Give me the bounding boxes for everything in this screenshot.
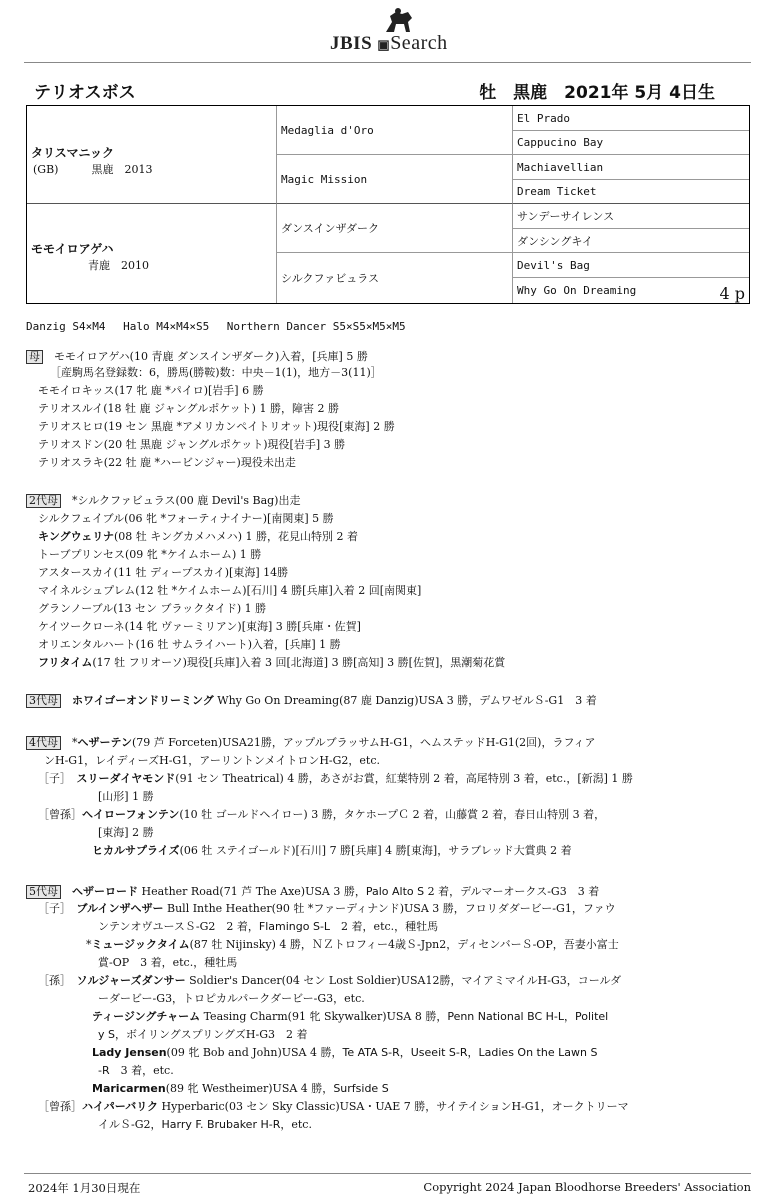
family-line	[98, 1028, 308, 1041]
family-line	[38, 456, 296, 469]
family-text	[61, 885, 72, 898]
horse-name-link[interactable]: キングウェリナ	[38, 530, 115, 543]
family-text: (91 セン Theatrical) 4 勝，あさがお賞，紅葉特別 2 着，高尾特別 3 着，etc.，[新潟] 1 勝	[175, 772, 633, 785]
family-text: ［曾孫］	[38, 808, 82, 821]
horse-name-link[interactable]: ヘザーロード	[72, 885, 138, 898]
family-text: *シルクファビュラス(00 鹿 Devil's Bag)出走	[61, 494, 301, 507]
family-text: y S	[98, 1028, 115, 1041]
pedigree-g3-cell[interactable]: Cappucino Bay	[512, 131, 749, 155]
family-text: グランノーブル(13 セン ブラックタイド) 1 勝	[38, 602, 267, 615]
family-text: マイネルシュプレム(12 牡 *ケイムホーム)[石川] 4 勝[兵庫]入着 2 回[南関東]	[38, 584, 422, 597]
family-line	[38, 566, 288, 579]
family-line	[98, 826, 154, 839]
family-line	[92, 1082, 389, 1095]
generation-tag: 4代母	[26, 736, 61, 750]
family-text: Bull Inthe Heather(90 牡 *ファーディナンド)USA 3 勝，フロリダダービー-G1，ファウ	[163, 902, 616, 915]
pedigree-g2-cell[interactable]: シルクファビュラス	[276, 253, 512, 303]
pedigree-sire-name[interactable]: タリスマニック	[31, 146, 115, 160]
horse-name-link[interactable]: ミュージックタイム	[91, 938, 190, 951]
pedigree-sire-detail: (GB) 黒鹿 2013	[33, 163, 153, 176]
family-text	[61, 694, 72, 707]
logo-text-jbis: JBIS	[330, 33, 373, 54]
family-text: ，etc.	[280, 1118, 312, 1131]
family-text: Penn National BC H-L，Politel	[447, 1010, 609, 1023]
horse-name-link[interactable]: ホワイゴーオンドリーミング	[72, 694, 214, 707]
family-line	[38, 548, 261, 561]
family-text: ンテンオヴユースＳ-G2 2 着，	[98, 920, 259, 933]
family-text: テリオスラキ(22 牡 鹿 *ハービンジャー)現役未出走	[38, 456, 296, 469]
copyright: Copyright 2024 Japan Bloodhorse Breeders' Association	[423, 1180, 751, 1194]
family-text: *	[86, 938, 92, 951]
family-text: ，ボイリングスプリングズH-G3 2 着	[115, 1028, 308, 1041]
family-line	[98, 1064, 174, 1077]
family-text: Surfside S	[333, 1082, 389, 1095]
family-text: ーダービー-G3，トロピカルパークダービー-G3，etc.	[98, 992, 365, 1005]
family-line	[38, 974, 621, 987]
pedigree-g3-cell[interactable]: Dream Ticket	[512, 180, 749, 204]
family-text: ケイツークローネ(14 牝 ヴァーミリアン)[東海] 3 勝[兵庫・佐賀]	[38, 620, 361, 633]
generation-tag: 5代母	[26, 885, 61, 899]
family-text: モモイロキッス(17 牝 鹿 *パイロ)[岩手] 6 勝	[38, 384, 264, 397]
family-text: ［子］	[38, 772, 77, 785]
family-line	[44, 754, 380, 767]
family-text: Why Go On Dreaming(87 鹿 Danzig)USA 3 勝，デムワゼルＳ-G1 3 着	[213, 694, 597, 707]
family-text: (09 牝 Bob and John)USA 4 勝，	[166, 1046, 343, 1059]
family-line	[38, 656, 505, 669]
horse-name-link[interactable]: ヘイローフォンテン	[82, 808, 180, 821]
family-text: (89 牝 Westheimer)USA 4 勝，	[165, 1082, 334, 1095]
family-line	[38, 402, 339, 415]
pedigree-sire-cell	[27, 106, 276, 204]
family-text: ンH-G1，レイディーズH-G1，アーリントンメイトロンH-G2，etc.	[44, 754, 381, 767]
family-text: (08 牡 キングカメハメハ) 1 勝，花見山特別 2 着	[114, 530, 359, 543]
family-text: ［子］	[38, 902, 77, 915]
pedigree-g3-name[interactable]: Why Go On Dreaming	[517, 284, 637, 297]
family-text: アスタースカイ(11 牡 ディープスカイ)[東海] 14勝	[38, 566, 289, 579]
family-line	[98, 956, 237, 969]
family-text: Palo Alto S	[365, 885, 425, 898]
family-heading-line	[26, 736, 596, 750]
family-text: 2 着，etc.，種牡馬	[330, 920, 439, 933]
family-line	[50, 366, 382, 379]
family-line	[38, 902, 616, 915]
horse-name-link[interactable]: Maricarmen	[92, 1082, 166, 1095]
jbis-logo[interactable]: JBIS ▣Search	[330, 8, 460, 56]
horse-name-link[interactable]: Lady Jensen	[92, 1046, 167, 1059]
horse-name-link[interactable]: ブルインザヘザー	[76, 902, 164, 915]
family-text: イルＳ-G2，	[98, 1118, 162, 1131]
family-line	[38, 620, 361, 633]
family-line	[38, 602, 266, 615]
generation-tag: 2代母	[26, 494, 61, 508]
horse-rider-icon	[378, 8, 418, 34]
family-text: ［曾孫］	[38, 1100, 82, 1113]
horse-info: 牡 黒鹿 2021年 5月 4日生	[479, 83, 715, 103]
generation-tag: 母	[26, 350, 43, 364]
as-of-date: 2024年 1月30日現在	[28, 1181, 141, 1195]
family-text: (17 牡 フリオーソ)現役[兵庫]入着 3 回[北海道] 3 勝[高知] 3 勝[佐賀]，黒潮菊花賞	[92, 656, 506, 669]
family-text: (06 牡 ステイゴールド)[石川] 7 勝[兵庫] 4 勝[東海]，サラブレッド大賞典 2 着	[179, 844, 572, 857]
family-text: テリオスルイ(18 牡 鹿 ジャングルポケット) 1 勝，障害 2 勝	[38, 402, 339, 415]
family-text: Heather Road(71 芦 The Axe)USA 3 勝，	[138, 885, 366, 898]
pedigree-g3-cell[interactable]: El Prado	[512, 106, 749, 131]
family-text: Flamingo S-L	[258, 920, 331, 933]
family-line	[38, 420, 395, 433]
horse-name: テリオスボス	[34, 83, 136, 103]
family-text: 2 着，デルマーオークス-G3 3 着	[424, 885, 600, 898]
family-line	[98, 992, 365, 1005]
horse-name-link[interactable]: ソルジャーズダンサー	[76, 974, 186, 987]
family-line	[38, 584, 421, 597]
family-text: モモイロアゲハ(10 青鹿 ダンスインザダーク)入着，[兵庫] 5 勝	[43, 350, 368, 363]
family-line	[38, 384, 264, 397]
pedigree-g2-cell[interactable]: Magic Mission	[276, 155, 512, 204]
family-line	[92, 1046, 597, 1059]
family-text: 3 着，etc.	[109, 1064, 174, 1077]
family-text: ［産駒馬名登録数：6，勝馬(勝鞍)数：中央－1(1)，地方－3(11)］	[50, 366, 382, 379]
family-text: *	[61, 736, 78, 749]
family-text: ［孫］	[38, 974, 77, 987]
logo-text-search: Search	[390, 32, 448, 54]
family-text: Harry F. Brubaker H-R	[161, 1118, 281, 1131]
family-text: (10 牡 ゴールドヘイロー) 3 勝，タケホープＣ 2 着，山藤賞 2 着，春日山特別 3 着，	[179, 808, 606, 821]
family-line	[38, 1100, 629, 1113]
family-line	[98, 1118, 312, 1131]
family-text: (87 牡 Nijinsky) 4 勝，ＮＺトロフィー4歳Ｓ-Jpn2，ディセンバーＳ-OP，吾妻小富士	[189, 938, 619, 951]
family-line	[38, 638, 341, 651]
family-line	[38, 808, 605, 821]
pedigree-dam-detail: 青鹿 2010	[33, 259, 149, 272]
family-text: 賞-OP 3 着，etc.，種牡馬	[98, 956, 238, 969]
family-text: オリエンタルハート(16 牡 サムライハート)入着，[兵庫] 1 勝	[38, 638, 341, 651]
family-text: Teasing Charm(91 牝 Skywalker)USA 8 勝，	[200, 1010, 448, 1023]
pedigree-g3-cell[interactable]: Machiavellian	[512, 155, 749, 180]
pedigree-g2-cell[interactable]: Medaglia d'Oro	[276, 106, 512, 155]
horse-name-link[interactable]: ティージングチャーム	[92, 1010, 201, 1023]
horse-name-link[interactable]: ヘザーテン	[77, 736, 132, 749]
pedigree-g3-cell	[512, 278, 749, 303]
pedigree-table	[26, 105, 750, 304]
family-line	[92, 844, 572, 857]
family-heading-line	[26, 885, 599, 899]
family-text: -R	[98, 1064, 110, 1077]
pedigree-g3-cell[interactable]: サンデーサイレンス	[512, 204, 749, 229]
family-line	[98, 790, 154, 803]
family-text: テリオスドン(20 牡 黒鹿 ジャングルポケット)現役[岩手] 3 勝	[38, 438, 346, 451]
family-heading-line	[26, 494, 300, 508]
family-text: トーブプリンセス(09 牝 *ケイムホーム) 1 勝	[38, 548, 262, 561]
family-text: Hyperbaric(03 セン Sky Classic)USA・UAE 7 勝，サイテイションH-G1，オークトリーマ	[158, 1100, 629, 1113]
family-heading-line	[26, 350, 368, 364]
family-text: [山形] 1 勝	[98, 790, 154, 803]
family-text: (79 芦 Forceten)USA21勝，アップルブラッサムH-G1，ヘムステッドH-G1(2回)，ラフィア	[131, 736, 596, 749]
horse-name-link[interactable]: ハイパーバリク	[82, 1100, 159, 1113]
family-text: テリオスヒロ(19 セン 黒鹿 *アメリカンペイトリオット)現役[東海] 2 勝	[38, 420, 395, 433]
family-text: Soldier's Dancer(04 セン Lost Soldier)USA12勝，マイアミマイルH-G3，コールダ	[185, 974, 622, 987]
family-line	[86, 938, 619, 951]
family-text: シルクフェイブル(06 牝 *フォーティナイナー)[南関東] 5 勝	[38, 512, 334, 525]
family-text: Te ATA S-R，Useeit S-R，Ladies On the Lawn S	[342, 1046, 598, 1059]
family-line	[38, 438, 345, 451]
pedigree-dam-name[interactable]: モモイロアゲハ	[31, 242, 114, 256]
family-line	[38, 530, 358, 543]
family-heading-line	[26, 694, 597, 708]
family-line	[92, 1010, 608, 1023]
footer-divider	[24, 1173, 751, 1174]
horse-name-link[interactable]: フリタイム	[38, 656, 93, 669]
pedigree-g2-cell[interactable]: ダンスインザダーク	[276, 204, 512, 253]
family-text: [東海] 2 勝	[98, 826, 154, 839]
pedigree-g3-cell[interactable]: ダンシングキイ	[512, 229, 749, 253]
page-number: 4 p	[719, 284, 745, 303]
horse-name-link[interactable]: ヒカルサプライズ	[92, 844, 180, 857]
inbreeding-summary: Danzig S4×M4 Halo M4×M4×S5 Northern Dancer S5×S5×M5×M5	[26, 320, 406, 333]
family-line	[38, 772, 633, 785]
pedigree-dam-cell	[27, 204, 276, 303]
family-line	[98, 920, 438, 933]
horse-name-link[interactable]: スリーダイヤモンド	[76, 772, 176, 785]
family-line	[38, 512, 334, 525]
header-divider	[24, 62, 751, 63]
generation-tag: 3代母	[26, 694, 61, 708]
pedigree-g3-cell[interactable]: Devil's Bag	[512, 253, 749, 278]
